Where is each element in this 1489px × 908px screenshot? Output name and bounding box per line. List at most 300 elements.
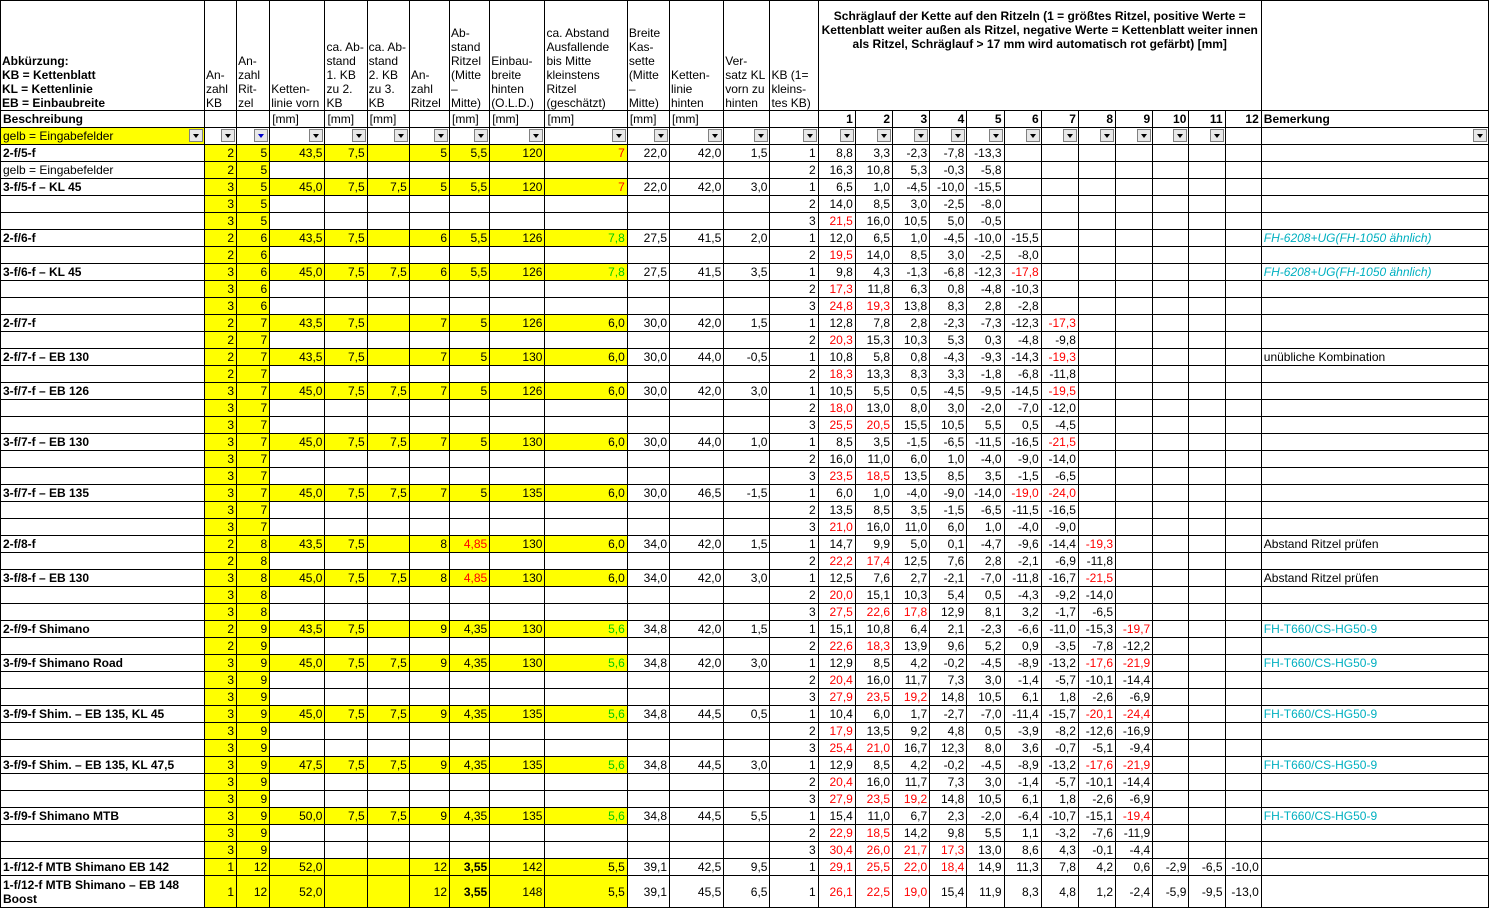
filter-dropdown-button[interactable] xyxy=(434,129,448,142)
abstand-kb2-cell[interactable]: 7,5 xyxy=(325,485,367,502)
anzahl-ritzel-cell[interactable]: 7 xyxy=(409,485,449,502)
schraeglauf-cell xyxy=(1225,213,1261,230)
kettenlinie-vorn-cell[interactable]: 52,0 xyxy=(270,859,325,876)
abstand-kb3-cell[interactable] xyxy=(367,230,409,247)
anzahl-ritzel-cell[interactable]: 9 xyxy=(237,842,270,859)
abstand-ritzel-cell[interactable]: 5 xyxy=(450,349,490,366)
schraeglauf-cell xyxy=(1116,298,1153,315)
abstand-kb2-cell[interactable]: 7,5 xyxy=(325,757,367,774)
abstand-kb2-cell[interactable]: 7,5 xyxy=(325,230,367,247)
anzahl-ritzel-cell[interactable]: 9 xyxy=(237,808,270,825)
header-versatz: Ver-satz KL vorn zu hinten xyxy=(724,1,770,111)
anzahl-ritzel-cell[interactable]: 9 xyxy=(237,791,270,808)
einbaubreite-cell[interactable]: 148 xyxy=(490,876,545,908)
abstand-kb3-cell xyxy=(367,553,409,570)
anzahl-ritzel-cell[interactable]: 7 xyxy=(237,451,270,468)
abstand-ritzel-cell[interactable]: 3,55 xyxy=(450,859,490,876)
anzahl-ritzel-cell[interactable]: 7 xyxy=(237,332,270,349)
abstand-kb2-cell[interactable]: 7,5 xyxy=(325,706,367,723)
anzahl-kb-cell[interactable]: 3 xyxy=(204,689,236,706)
filter-dropdown-button[interactable] xyxy=(309,129,323,142)
anzahl-kb-cell[interactable]: 3 xyxy=(204,281,236,298)
abstand-ausfallende-cell[interactable]: 7,8 xyxy=(545,230,627,247)
anzahl-ritzel-cell[interactable]: 6 xyxy=(237,230,270,247)
anzahl-ritzel-cell[interactable]: 9 xyxy=(237,672,270,689)
anzahl-ritzel-cell[interactable]: 8 xyxy=(237,587,270,604)
abstand-ausfallende-cell[interactable]: 7 xyxy=(545,145,627,162)
schraeglauf-cell xyxy=(1004,145,1041,162)
anzahl-ritzel-cell xyxy=(409,604,449,621)
anzahl-ritzel-cell[interactable]: 7 xyxy=(237,519,270,536)
abstand-ausfallende-cell[interactable]: 6,0 xyxy=(545,383,627,400)
anzahl-ritzel-cell[interactable]: 8 xyxy=(237,536,270,553)
abstand-ritzel-cell[interactable]: 4,35 xyxy=(450,808,490,825)
anzahl-kb-cell[interactable]: 3 xyxy=(204,723,236,740)
filter-dropdown-button[interactable] xyxy=(1026,129,1040,142)
anzahl-kb-cell[interactable]: 3 xyxy=(204,383,236,400)
anzahl-kb-cell[interactable]: 3 xyxy=(204,825,236,842)
abstand-ritzel-cell[interactable]: 5,5 xyxy=(450,179,490,196)
abstand-ausfallende-cell[interactable]: 7 xyxy=(545,179,627,196)
anzahl-kb-cell[interactable]: 2 xyxy=(204,145,236,162)
abstand-ritzel-cell[interactable]: 5,5 xyxy=(450,145,490,162)
abstand-ausfallende-cell[interactable]: 5,5 xyxy=(545,859,627,876)
remark-cell xyxy=(1261,434,1488,451)
anzahl-ritzel-cell[interactable]: 7 xyxy=(237,468,270,485)
kettenlinie-vorn-cell[interactable]: 52,0 xyxy=(270,876,325,908)
anzahl-kb-cell[interactable]: 1 xyxy=(204,859,236,876)
abstand-kb2-cell[interactable]: 7,5 xyxy=(325,570,367,587)
anzahl-ritzel-cell[interactable]: 12 xyxy=(237,859,270,876)
anzahl-kb-cell[interactable]: 3 xyxy=(204,791,236,808)
abstand-kb2-cell[interactable]: 7,5 xyxy=(325,434,367,451)
anzahl-ritzel-cell[interactable]: 7 xyxy=(237,502,270,519)
anzahl-kb-cell[interactable]: 2 xyxy=(204,349,236,366)
schraeglauf-cell: 7,6 xyxy=(855,570,892,587)
anzahl-kb-cell[interactable]: 3 xyxy=(204,808,236,825)
abstand-kb2-cell[interactable]: 7,5 xyxy=(325,621,367,638)
schraeglauf-cell xyxy=(1189,179,1225,196)
einbaubreite-cell[interactable]: 130 xyxy=(490,621,545,638)
anzahl-kb-cell[interactable]: 3 xyxy=(204,570,236,587)
abstand-kb3-cell[interactable] xyxy=(367,859,409,876)
einbaubreite-cell[interactable]: 120 xyxy=(490,145,545,162)
abstand-ritzel-cell[interactable]: 5 xyxy=(450,434,490,451)
abstand-ausfallende-cell xyxy=(545,774,627,791)
filter-dropdown-button[interactable] xyxy=(1137,129,1151,142)
filter-dropdown-button[interactable] xyxy=(654,129,668,142)
abstand-kb3-cell[interactable] xyxy=(367,876,409,908)
abstand-kb2-cell[interactable]: 7,5 xyxy=(325,315,367,332)
einbaubreite-cell[interactable]: 135 xyxy=(490,808,545,825)
abstand-kb3-cell[interactable]: 7,5 xyxy=(367,655,409,672)
anzahl-kb-cell[interactable]: 3 xyxy=(204,434,236,451)
anzahl-kb-cell[interactable]: 2 xyxy=(204,366,236,383)
einbaubreite-cell[interactable]: 120 xyxy=(490,179,545,196)
anzahl-ritzel-cell[interactable]: 7 xyxy=(237,417,270,434)
abstand-ausfallende-cell xyxy=(545,213,627,230)
anzahl-kb-cell[interactable]: 3 xyxy=(204,298,236,315)
abstand-kb3-cell xyxy=(367,842,409,859)
anzahl-kb-cell[interactable]: 1 xyxy=(204,876,236,908)
abstand-kb2-cell[interactable]: 7,5 xyxy=(325,383,367,400)
kettenlinie-vorn-cell[interactable]: 45,0 xyxy=(270,264,325,281)
abstand-kb3-cell[interactable]: 7,5 xyxy=(367,706,409,723)
filter-dropdown-button[interactable] xyxy=(352,129,366,142)
filter-dropdown-button[interactable] xyxy=(951,129,965,142)
breite-kassette-cell: 39,1 xyxy=(627,876,669,908)
anzahl-ritzel-cell[interactable]: 6 xyxy=(409,230,449,247)
abstand-kb3-cell[interactable] xyxy=(367,349,409,366)
abstand-ausfallende-cell[interactable]: 5,6 xyxy=(545,757,627,774)
kettenlinie-vorn-cell[interactable]: 43,5 xyxy=(270,230,325,247)
anzahl-ritzel-cell[interactable]: 8 xyxy=(409,536,449,553)
anzahl-ritzel-cell[interactable]: 12 xyxy=(409,859,449,876)
anzahl-ritzel-cell[interactable]: 5 xyxy=(237,196,270,213)
anzahl-ritzel-cell[interactable]: 7 xyxy=(409,434,449,451)
einbaubreite-cell xyxy=(490,366,545,383)
abstand-ritzel-cell[interactable]: 5,5 xyxy=(450,264,490,281)
anzahl-ritzel-cell[interactable]: 6 xyxy=(237,298,270,315)
anzahl-kb-cell[interactable]: 3 xyxy=(204,672,236,689)
abstand-kb3-cell xyxy=(367,502,409,519)
anzahl-ritzel-cell[interactable]: 9 xyxy=(237,723,270,740)
anzahl-ritzel-cell[interactable]: 6 xyxy=(237,247,270,264)
einbaubreite-cell[interactable]: 130 xyxy=(490,536,545,553)
anzahl-kb-cell[interactable]: 3 xyxy=(204,842,236,859)
filter-dropdown-button[interactable] xyxy=(474,129,488,142)
kettenlinie-vorn-cell[interactable]: 50,0 xyxy=(270,808,325,825)
table-row xyxy=(1,468,1489,485)
schraeglauf-cell: 16,0 xyxy=(855,213,892,230)
anzahl-kb-cell[interactable]: 3 xyxy=(204,213,236,230)
kettenlinie-vorn-cell[interactable]: 45,0 xyxy=(270,383,325,400)
filter-dropdown-button[interactable] xyxy=(1210,129,1224,142)
row-description xyxy=(1,604,205,621)
anzahl-ritzel-cell[interactable]: 9 xyxy=(409,757,449,774)
abstand-ausfallende-cell[interactable]: 6,0 xyxy=(545,570,627,587)
abstand-kb3-cell[interactable]: 7,5 xyxy=(367,434,409,451)
kettenlinie-vorn-cell[interactable]: 45,0 xyxy=(270,706,325,723)
kettenlinie-hinten-cell: 42,0 xyxy=(670,621,724,638)
anzahl-kb-cell[interactable]: 2 xyxy=(204,621,236,638)
abstand-ritzel-cell[interactable]: 4,35 xyxy=(450,655,490,672)
anzahl-kb-cell[interactable]: 3 xyxy=(204,519,236,536)
schraeglauf-cell: -6,5 xyxy=(930,434,967,451)
schraeglauf-cell: 3,0 xyxy=(893,196,930,213)
abstand-kb2-cell[interactable] xyxy=(325,876,367,908)
anzahl-kb-cell[interactable]: 2 xyxy=(204,332,236,349)
filter-dropdown-button[interactable] xyxy=(221,129,235,142)
abstand-ritzel-cell[interactable]: 5 xyxy=(450,315,490,332)
anzahl-ritzel-cell[interactable]: 6 xyxy=(237,264,270,281)
einbaubreite-cell[interactable]: 135 xyxy=(490,706,545,723)
anzahl-kb-cell[interactable]: 3 xyxy=(204,587,236,604)
abstand-kb2-cell[interactable]: 7,5 xyxy=(325,655,367,672)
schraeglauf-cell: 8,3 xyxy=(930,298,967,315)
filter-dropdown-button[interactable] xyxy=(1173,129,1187,142)
schraeglauf-cell: 12,9 xyxy=(818,757,855,774)
filter-dropdown-button[interactable] xyxy=(529,129,543,142)
abstand-kb2-cell xyxy=(325,825,367,842)
filter-dropdown-button[interactable] xyxy=(754,129,768,142)
anzahl-kb-cell[interactable]: 3 xyxy=(204,604,236,621)
anzahl-ritzel-cell[interactable]: 9 xyxy=(237,621,270,638)
schraeglauf-cell: 11,7 xyxy=(893,774,930,791)
abstand-ausfallende-cell[interactable]: 5,6 xyxy=(545,706,627,723)
anzahl-ritzel-cell[interactable]: 5 xyxy=(237,145,270,162)
abstand-kb2-cell xyxy=(325,791,367,808)
anzahl-kb-cell[interactable]: 3 xyxy=(204,655,236,672)
anzahl-ritzel-cell[interactable]: 9 xyxy=(237,757,270,774)
schraeglauf-cell xyxy=(1153,553,1189,570)
einbaubreite-cell[interactable]: 130 xyxy=(490,434,545,451)
abstand-ausfallende-cell[interactable]: 6,0 xyxy=(545,315,627,332)
schraeglauf-cell: 15,1 xyxy=(855,587,892,604)
kettenlinie-vorn-cell[interactable]: 43,5 xyxy=(270,536,325,553)
abstand-ritzel-cell[interactable]: 5 xyxy=(450,383,490,400)
anzahl-kb-cell[interactable]: 3 xyxy=(204,502,236,519)
abstand-ausfallende-cell[interactable]: 5,5 xyxy=(545,876,627,908)
abstand-ausfallende-cell[interactable]: 5,6 xyxy=(545,655,627,672)
anzahl-kb-cell[interactable]: 3 xyxy=(204,400,236,417)
anzahl-kb-cell[interactable]: 3 xyxy=(204,179,236,196)
anzahl-ritzel-cell[interactable]: 9 xyxy=(409,808,449,825)
anzahl-ritzel-cell[interactable]: 5 xyxy=(237,179,270,196)
abstand-kb3-cell[interactable] xyxy=(367,315,409,332)
abstand-ritzel-cell[interactable]: 4,35 xyxy=(450,706,490,723)
kettenlinie-vorn-cell[interactable]: 43,5 xyxy=(270,621,325,638)
abstand-kb3-cell[interactable] xyxy=(367,145,409,162)
table-row xyxy=(1,213,1489,230)
remark-cell xyxy=(1261,791,1488,808)
filter-dropdown-button[interactable] xyxy=(394,129,408,142)
filter-dropdown-button[interactable] xyxy=(612,129,626,142)
filter-dropdown-button[interactable] xyxy=(254,129,268,142)
kettenlinie-vorn-cell[interactable]: 45,0 xyxy=(270,485,325,502)
kettenlinie-vorn-cell[interactable]: 45,0 xyxy=(270,570,325,587)
anzahl-ritzel-cell[interactable]: 7 xyxy=(409,349,449,366)
einbaubreite-cell[interactable]: 126 xyxy=(490,264,545,281)
anzahl-ritzel-cell[interactable]: 7 xyxy=(237,485,270,502)
kettenlinie-vorn-cell[interactable]: 45,0 xyxy=(270,179,325,196)
schraeglauf-cell: 9,9 xyxy=(855,536,892,553)
anzahl-kb-cell[interactable]: 3 xyxy=(204,706,236,723)
anzahl-ritzel-cell[interactable]: 9 xyxy=(237,740,270,757)
schraeglauf-cell: -5,7 xyxy=(1041,774,1078,791)
anzahl-kb-cell[interactable]: 3 xyxy=(204,417,236,434)
einbaubreite-cell[interactable]: 130 xyxy=(490,655,545,672)
anzahl-ritzel-cell[interactable]: 7 xyxy=(409,315,449,332)
abstand-ausfallende-cell[interactable]: 7,8 xyxy=(545,264,627,281)
abstand-ritzel-cell[interactable]: 4,35 xyxy=(450,621,490,638)
anzahl-ritzel-cell[interactable]: 7 xyxy=(237,383,270,400)
abstand-kb3-cell[interactable] xyxy=(367,536,409,553)
kettenlinie-vorn-cell[interactable]: 43,5 xyxy=(270,315,325,332)
abstand-kb3-cell xyxy=(367,519,409,536)
abstand-kb2-cell[interactable]: 7,5 xyxy=(325,179,367,196)
abstand-ritzel-cell[interactable]: 3,55 xyxy=(450,876,490,908)
abstand-kb3-cell[interactable] xyxy=(367,621,409,638)
anzahl-kb-cell[interactable]: 3 xyxy=(204,485,236,502)
anzahl-ritzel-cell[interactable]: 12 xyxy=(237,876,270,908)
anzahl-kb-cell[interactable]: 2 xyxy=(204,536,236,553)
abstand-ausfallende-cell[interactable]: 5,6 xyxy=(545,621,627,638)
abstand-ritzel-cell[interactable]: 5 xyxy=(450,485,490,502)
filter-dropdown-button[interactable] xyxy=(189,129,203,142)
filter-dropdown-button[interactable] xyxy=(1100,129,1114,142)
anzahl-kb-cell[interactable]: 2 xyxy=(204,162,236,179)
kettenlinie-vorn-cell[interactable]: 45,0 xyxy=(270,434,325,451)
kettenlinie-vorn-cell[interactable]: 45,0 xyxy=(270,655,325,672)
anzahl-kb-cell[interactable]: 2 xyxy=(204,553,236,570)
abstand-ausfallende-cell[interactable]: 6,0 xyxy=(545,434,627,451)
kettenlinie-hinten-cell xyxy=(670,519,724,536)
kb-cell: 1 xyxy=(770,485,818,502)
kettenlinie-vorn-cell[interactable]: 47,5 xyxy=(270,757,325,774)
anzahl-ritzel-cell[interactable]: 9 xyxy=(237,825,270,842)
anzahl-kb-cell[interactable]: 3 xyxy=(204,264,236,281)
kettenlinie-vorn-cell[interactable]: 43,5 xyxy=(270,145,325,162)
einbaubreite-cell[interactable]: 135 xyxy=(490,757,545,774)
schraeglauf-cell xyxy=(1225,332,1261,349)
abstand-kb3-cell[interactable]: 7,5 xyxy=(367,264,409,281)
anzahl-ritzel-cell[interactable]: 7 xyxy=(237,400,270,417)
anzahl-kb-cell[interactable]: 3 xyxy=(204,740,236,757)
einbaubreite-cell xyxy=(490,842,545,859)
schraeglauf-cell xyxy=(1153,264,1189,281)
breite-kassette-cell xyxy=(627,791,669,808)
abstand-kb3-cell xyxy=(367,604,409,621)
anzahl-ritzel-cell xyxy=(409,502,449,519)
schraeglauf-cell: -11,5 xyxy=(967,434,1004,451)
anzahl-ritzel-cell[interactable]: 7 xyxy=(237,366,270,383)
abstand-kb2-cell[interactable]: 7,5 xyxy=(325,349,367,366)
abstand-kb3-cell[interactable]: 7,5 xyxy=(367,808,409,825)
abstand-ausfallende-cell[interactable]: 6,0 xyxy=(545,536,627,553)
kb-cell: 1 xyxy=(770,536,818,553)
abstand-ritzel-cell[interactable]: 4,85 xyxy=(450,536,490,553)
abstand-kb2-cell[interactable]: 7,5 xyxy=(325,264,367,281)
row-description: 2-f/7-f – EB 130 xyxy=(1,349,205,366)
anzahl-ritzel-cell[interactable]: 5 xyxy=(409,145,449,162)
anzahl-kb-cell[interactable]: 3 xyxy=(204,757,236,774)
filter-dropdown-button[interactable] xyxy=(840,129,854,142)
abstand-kb3-cell[interactable]: 7,5 xyxy=(367,570,409,587)
abstand-ausfallende-cell[interactable]: 5,6 xyxy=(545,808,627,825)
anzahl-ritzel-cell[interactable]: 9 xyxy=(409,706,449,723)
filter-dropdown-button[interactable] xyxy=(708,129,722,142)
anzahl-ritzel-cell[interactable]: 5 xyxy=(409,179,449,196)
filter-dropdown-button[interactable] xyxy=(914,129,928,142)
einbaubreite-cell[interactable]: 142 xyxy=(490,859,545,876)
abstand-kb3-cell[interactable]: 7,5 xyxy=(367,179,409,196)
schraeglauf-cell: 9,6 xyxy=(930,638,967,655)
abstand-kb2-cell xyxy=(325,366,367,383)
filter-dropdown-button[interactable] xyxy=(803,129,817,142)
anzahl-ritzel-cell[interactable]: 5 xyxy=(237,162,270,179)
anzahl-kb-cell[interactable]: 3 xyxy=(204,774,236,791)
table-row xyxy=(1,230,1489,247)
anzahl-ritzel-cell[interactable]: 7 xyxy=(237,349,270,366)
anzahl-kb-cell[interactable]: 2 xyxy=(204,315,236,332)
schraeglauf-cell xyxy=(1225,638,1261,655)
kettenlinie-hinten-cell xyxy=(670,162,724,179)
abstand-ritzel-cell[interactable]: 4,85 xyxy=(450,570,490,587)
anzahl-ritzel-cell[interactable]: 8 xyxy=(409,570,449,587)
anzahl-ritzel-cell[interactable]: 6 xyxy=(237,281,270,298)
abstand-ritzel-cell[interactable]: 4,35 xyxy=(450,757,490,774)
anzahl-kb-cell[interactable]: 3 xyxy=(204,468,236,485)
abstand-kb2-cell[interactable] xyxy=(325,859,367,876)
anzahl-ritzel-cell[interactable]: 9 xyxy=(409,621,449,638)
anzahl-kb-cell[interactable]: 3 xyxy=(204,451,236,468)
anzahl-kb-cell[interactable]: 2 xyxy=(204,230,236,247)
anzahl-ritzel-cell[interactable]: 7 xyxy=(409,383,449,400)
abstand-kb3-cell[interactable]: 7,5 xyxy=(367,485,409,502)
breite-kassette-cell: 30,0 xyxy=(627,434,669,451)
anzahl-kb-cell[interactable]: 2 xyxy=(204,247,236,264)
anzahl-ritzel-cell[interactable]: 9 xyxy=(237,706,270,723)
anzahl-ritzel-cell[interactable]: 9 xyxy=(237,774,270,791)
abstand-kb3-cell[interactable]: 7,5 xyxy=(367,757,409,774)
anzahl-kb-cell[interactable]: 3 xyxy=(204,196,236,213)
anzahl-ritzel-cell[interactable]: 12 xyxy=(409,876,449,908)
schraeglauf-cell: 2,1 xyxy=(930,621,967,638)
anzahl-ritzel-cell[interactable]: 5 xyxy=(237,213,270,230)
anzahl-ritzel-cell[interactable]: 9 xyxy=(237,689,270,706)
abstand-kb3-cell[interactable]: 7,5 xyxy=(367,383,409,400)
anzahl-ritzel-cell[interactable]: 7 xyxy=(237,315,270,332)
abstand-ausfallende-cell[interactable]: 6,0 xyxy=(545,485,627,502)
einbaubreite-cell[interactable]: 126 xyxy=(490,383,545,400)
schraeglauf-cell: 10,8 xyxy=(855,162,892,179)
anzahl-ritzel-cell[interactable]: 6 xyxy=(409,264,449,281)
anzahl-ritzel-cell[interactable]: 8 xyxy=(237,570,270,587)
abstand-kb2-cell[interactable]: 7,5 xyxy=(325,808,367,825)
schraeglauf-cell xyxy=(1225,740,1261,757)
anzahl-ritzel-cell[interactable]: 9 xyxy=(409,655,449,672)
einbaubreite-cell[interactable]: 130 xyxy=(490,349,545,366)
filter-dropdown-button[interactable] xyxy=(1473,129,1487,142)
anzahl-ritzel-cell[interactable]: 8 xyxy=(237,604,270,621)
breite-kassette-cell xyxy=(627,451,669,468)
schraeglauf-cell xyxy=(1078,485,1115,502)
anzahl-ritzel-cell[interactable]: 9 xyxy=(237,655,270,672)
einbaubreite-cell[interactable]: 130 xyxy=(490,570,545,587)
anzahl-ritzel-cell[interactable]: 8 xyxy=(237,553,270,570)
anzahl-ritzel-cell[interactable]: 7 xyxy=(237,434,270,451)
einbaubreite-cell[interactable]: 126 xyxy=(490,230,545,247)
filter-dropdown-button[interactable] xyxy=(877,129,891,142)
abstand-ausfallende-cell[interactable]: 6,0 xyxy=(545,349,627,366)
kettenlinie-vorn-cell[interactable]: 43,5 xyxy=(270,349,325,366)
einbaubreite-cell[interactable]: 135 xyxy=(490,485,545,502)
anzahl-ritzel-cell[interactable]: 9 xyxy=(237,638,270,655)
abstand-ritzel-cell xyxy=(450,672,490,689)
schraeglauf-cell xyxy=(1153,672,1189,689)
filter-dropdown-button[interactable] xyxy=(989,129,1003,142)
schraeglauf-cell: -0,3 xyxy=(930,162,967,179)
abstand-ritzel-cell[interactable]: 5,5 xyxy=(450,230,490,247)
einbaubreite-cell[interactable]: 126 xyxy=(490,315,545,332)
filter-dropdown-button[interactable] xyxy=(1063,129,1077,142)
unit-label: [mm] xyxy=(627,111,669,128)
abstand-kb2-cell[interactable]: 7,5 xyxy=(325,536,367,553)
anzahl-kb-cell[interactable]: 2 xyxy=(204,638,236,655)
abstand-kb2-cell[interactable]: 7,5 xyxy=(325,145,367,162)
remark-cell xyxy=(1261,145,1488,162)
